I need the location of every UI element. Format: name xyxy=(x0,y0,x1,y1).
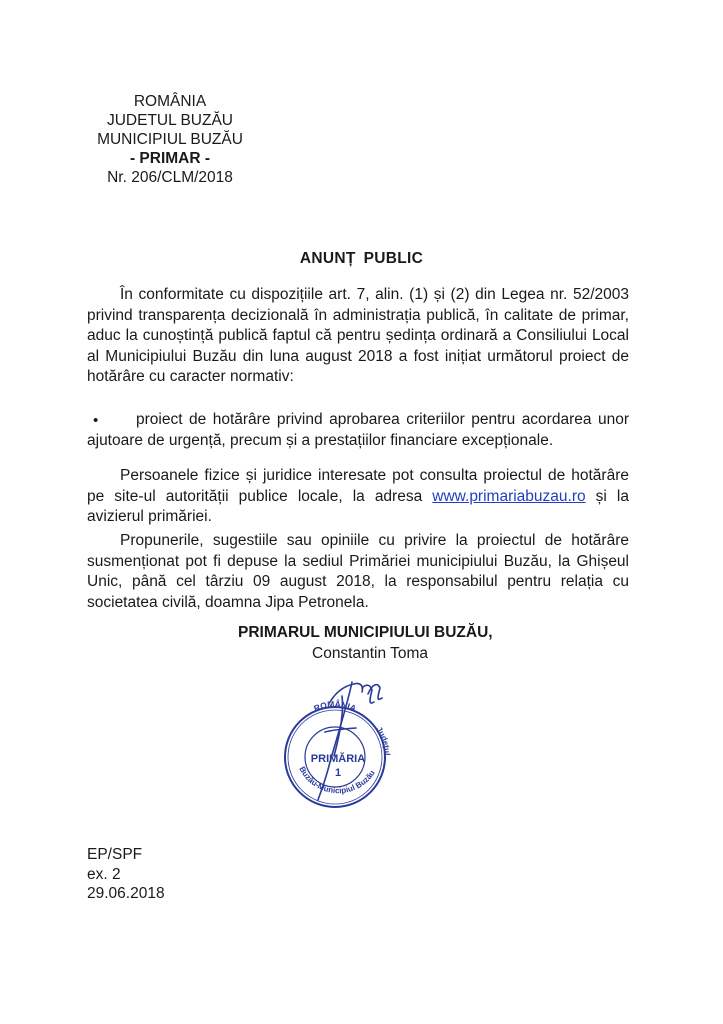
signature-title: PRIMARUL MUNICIPIULUI BUZĂU, xyxy=(238,624,493,641)
footer-date: 29.06.2018 xyxy=(87,885,165,902)
bullet-item xyxy=(87,410,629,451)
bullet-marker: • xyxy=(93,412,99,429)
header-office: - PRIMAR - xyxy=(129,150,211,167)
title-word-1: ANUNȚ xyxy=(299,250,356,267)
header-municipality: MUNICIPIUL BUZĂU xyxy=(97,131,243,148)
stamp-right-textpath: Județul xyxy=(374,725,392,756)
stamp-center-text: PRIMĂRIA xyxy=(310,753,366,765)
document-footer xyxy=(87,845,165,904)
official-stamp xyxy=(270,672,400,822)
paragraph-proposals xyxy=(87,531,629,613)
paragraph-consult-after-link: și la avizierul primăriei. xyxy=(87,487,629,525)
document-title xyxy=(0,250,723,268)
footer-copies: ex. 2 xyxy=(87,865,121,883)
paragraph-consult-before-link: Persoanele fizice și juridice interesate pot consulta proiectul de hotărâre pe site-ul autorității publice locale, la adresa xyxy=(87,467,629,505)
paragraph-consult xyxy=(87,466,629,528)
header-registration-number: Nr. 206/CLM/2018 xyxy=(107,169,233,186)
title-word-2: PUBLIC xyxy=(363,250,424,267)
stamp-number: 1 xyxy=(334,767,342,779)
paragraph-intro xyxy=(87,285,629,388)
stamp-top-text xyxy=(312,698,358,714)
stamp-bottom-textpath: Buzău-Municipiul Buzău xyxy=(297,765,377,796)
footer-initials: EP/SPF xyxy=(87,846,143,863)
signature-name: Constantin Toma xyxy=(312,645,429,662)
paragraph-proposals-text: Propunerile, sugestiile sau opiniile cu privire la proiectul de hotărâre susmenționat pot fi depuse la sediul Primăriei municipiului Buzău, la Ghișeul Unic, până cel târziu 09 august 2018, la responsabilul pentru relația cu societatea civilă, doamna Jipa Petronela. xyxy=(87,532,629,611)
stamp-right-text xyxy=(374,724,395,758)
paragraph-consult-text xyxy=(87,466,629,528)
document-header xyxy=(60,92,280,187)
website-link[interactable]: www.primariabuzau.ro xyxy=(432,487,586,505)
paragraph-intro-text: În conformitate cu dispozițiile art. 7, alin. (1) și (2) din Legea nr. 52/2003 privind transparența decizională în administrația publică, în calitate de primar, aduc la cunoștință publică faptul că pentru ședința ordinară a Consiliului Local al Municipiului Buzău din luna august 2018 a fost inițiat următorul proiect de hotărâre cu caracter normativ: xyxy=(87,286,629,385)
header-county: JUDETUL BUZĂU xyxy=(106,112,234,129)
stamp-top-textpath: ROMÂNIA xyxy=(312,698,358,714)
bullet-item-text: proiect de hotărâre privind aprobarea criteriilor pentru acordarea unor ajutoare de urgență, precum și a prestațiilor financiare excepționale. xyxy=(87,411,629,449)
header-country: ROMÂNIA xyxy=(133,93,207,110)
